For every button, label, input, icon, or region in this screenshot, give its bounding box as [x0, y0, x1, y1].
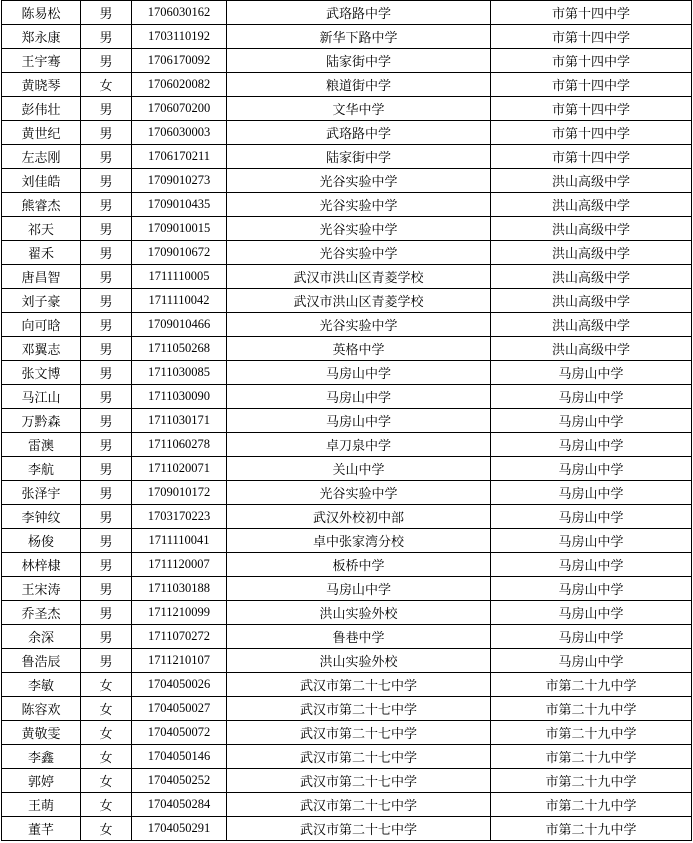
student-name-cell: 杨俊	[2, 529, 81, 553]
junior-school-cell: 武汉市洪山区青菱学校	[227, 265, 491, 289]
gender-cell: 男	[81, 481, 132, 505]
gender-cell: 男	[81, 385, 132, 409]
student-name-cell: 李钟纹	[2, 505, 81, 529]
gender-cell: 男	[81, 1, 132, 25]
student-name-cell: 万黔森	[2, 409, 81, 433]
gender-cell: 男	[81, 169, 132, 193]
table-row	[2, 217, 692, 241]
junior-school-cell: 武汉市第二十七中学	[227, 697, 491, 721]
student-id-cell: 1711070272	[132, 625, 227, 649]
gender-cell: 男	[81, 241, 132, 265]
admitted-school-cell: 马房山中学	[491, 481, 692, 505]
junior-school-cell: 马房山中学	[227, 577, 491, 601]
gender-cell: 男	[81, 193, 132, 217]
table-row	[2, 601, 692, 625]
junior-school-cell: 武汉市第二十七中学	[227, 793, 491, 817]
student-id-cell: 1704050026	[132, 673, 227, 697]
student-id-cell: 1704050146	[132, 745, 227, 769]
gender-cell: 女	[81, 793, 132, 817]
student-name-cell: 翟禾	[2, 241, 81, 265]
student-name-cell: 鲁浩辰	[2, 649, 81, 673]
admitted-school-cell: 马房山中学	[491, 625, 692, 649]
table-row	[2, 625, 692, 649]
student-name-cell: 张泽宇	[2, 481, 81, 505]
admitted-school-cell: 洪山高级中学	[491, 289, 692, 313]
junior-school-cell: 光谷实验中学	[227, 241, 491, 265]
student-name-cell: 黄世纪	[2, 121, 81, 145]
gender-cell: 女	[81, 769, 132, 793]
junior-school-cell: 陆家街中学	[227, 49, 491, 73]
junior-school-cell: 光谷实验中学	[227, 313, 491, 337]
student-id-cell: 1704050291	[132, 817, 227, 841]
student-id-cell: 1709010672	[132, 241, 227, 265]
student-id-cell: 1704050284	[132, 793, 227, 817]
admitted-school-cell: 市第十四中学	[491, 97, 692, 121]
admitted-school-cell: 洪山高级中学	[491, 265, 692, 289]
student-name-cell: 余深	[2, 625, 81, 649]
junior-school-cell: 武汉外校初中部	[227, 505, 491, 529]
student-id-cell: 1706170211	[132, 145, 227, 169]
table-row	[2, 505, 692, 529]
student-id-cell: 1709010273	[132, 169, 227, 193]
junior-school-cell: 马房山中学	[227, 385, 491, 409]
admitted-school-cell: 马房山中学	[491, 409, 692, 433]
student-id-cell: 1711030090	[132, 385, 227, 409]
junior-school-cell: 武汉市洪山区青菱学校	[227, 289, 491, 313]
junior-school-cell: 卓刀泉中学	[227, 433, 491, 457]
table-row	[2, 121, 692, 145]
admitted-school-cell: 市第二十九中学	[491, 769, 692, 793]
gender-cell: 女	[81, 697, 132, 721]
student-id-cell: 1709010466	[132, 313, 227, 337]
gender-cell: 男	[81, 145, 132, 169]
student-name-cell: 张文博	[2, 361, 81, 385]
junior-school-cell: 关山中学	[227, 457, 491, 481]
student-id-cell: 1709010435	[132, 193, 227, 217]
student-id-cell: 1711030188	[132, 577, 227, 601]
junior-school-cell: 鲁巷中学	[227, 625, 491, 649]
student-id-cell: 1706030003	[132, 121, 227, 145]
student-id-cell: 1709010015	[132, 217, 227, 241]
gender-cell: 男	[81, 553, 132, 577]
student-name-cell: 李敏	[2, 673, 81, 697]
admitted-school-cell: 市第二十九中学	[491, 817, 692, 841]
junior-school-cell: 洪山实验外校	[227, 649, 491, 673]
student-name-cell: 郭婷	[2, 769, 81, 793]
admitted-school-cell: 洪山高级中学	[491, 193, 692, 217]
junior-school-cell: 洪山实验外校	[227, 601, 491, 625]
student-name-cell: 陈容欢	[2, 697, 81, 721]
table-row	[2, 793, 692, 817]
junior-school-cell: 武珞路中学	[227, 121, 491, 145]
student-name-cell: 陈易松	[2, 1, 81, 25]
student-id-cell: 1706020082	[132, 73, 227, 97]
student-id-cell: 1704050252	[132, 769, 227, 793]
table-row	[2, 481, 692, 505]
table-row	[2, 193, 692, 217]
table-row	[2, 529, 692, 553]
admitted-school-cell: 市第十四中学	[491, 1, 692, 25]
junior-school-cell: 光谷实验中学	[227, 217, 491, 241]
student-name-cell: 左志刚	[2, 145, 81, 169]
admitted-school-cell: 市第二十九中学	[491, 697, 692, 721]
gender-cell: 男	[81, 217, 132, 241]
admitted-school-cell: 马房山中学	[491, 649, 692, 673]
junior-school-cell: 马房山中学	[227, 361, 491, 385]
admitted-school-cell: 马房山中学	[491, 529, 692, 553]
gender-cell: 男	[81, 265, 132, 289]
admitted-school-cell: 市第十四中学	[491, 121, 692, 145]
table-row	[2, 817, 692, 841]
student-name-cell: 祁天	[2, 217, 81, 241]
student-name-cell: 王萌	[2, 793, 81, 817]
student-id-cell: 1711110005	[132, 265, 227, 289]
admitted-school-cell: 洪山高级中学	[491, 337, 692, 361]
admitted-school-cell: 洪山高级中学	[491, 241, 692, 265]
junior-school-cell: 粮道街中学	[227, 73, 491, 97]
gender-cell: 男	[81, 25, 132, 49]
junior-school-cell: 光谷实验中学	[227, 481, 491, 505]
student-id-cell: 1711060278	[132, 433, 227, 457]
table-row	[2, 433, 692, 457]
junior-school-cell: 光谷实验中学	[227, 193, 491, 217]
student-name-cell: 林梓棣	[2, 553, 81, 577]
student-id-cell: 1704050027	[132, 697, 227, 721]
junior-school-cell: 新华下路中学	[227, 25, 491, 49]
table-row	[2, 337, 692, 361]
gender-cell: 男	[81, 577, 132, 601]
table-row	[2, 1, 692, 25]
table-row	[2, 649, 692, 673]
gender-cell: 女	[81, 73, 132, 97]
junior-school-cell: 光谷实验中学	[227, 169, 491, 193]
student-id-cell: 1703170223	[132, 505, 227, 529]
student-id-cell: 1706070200	[132, 97, 227, 121]
admitted-school-cell: 市第二十九中学	[491, 745, 692, 769]
table-row	[2, 697, 692, 721]
table-row	[2, 97, 692, 121]
admitted-school-cell: 马房山中学	[491, 577, 692, 601]
table-row	[2, 289, 692, 313]
admitted-school-cell: 马房山中学	[491, 361, 692, 385]
admitted-school-cell: 马房山中学	[491, 433, 692, 457]
junior-school-cell: 武汉市第二十七中学	[227, 769, 491, 793]
admitted-school-cell: 马房山中学	[491, 505, 692, 529]
gender-cell: 女	[81, 817, 132, 841]
student-id-cell: 1711110042	[132, 289, 227, 313]
table-row	[2, 145, 692, 169]
student-id-cell: 1711110041	[132, 529, 227, 553]
student-name-cell: 雷澳	[2, 433, 81, 457]
gender-cell: 男	[81, 289, 132, 313]
gender-cell: 女	[81, 721, 132, 745]
gender-cell: 男	[81, 409, 132, 433]
gender-cell: 男	[81, 121, 132, 145]
student-id-cell: 1711030171	[132, 409, 227, 433]
student-name-cell: 彭伟壮	[2, 97, 81, 121]
student-name-cell: 黄晓琴	[2, 73, 81, 97]
student-name-cell: 唐昌智	[2, 265, 81, 289]
student-name-cell: 李鑫	[2, 745, 81, 769]
admitted-school-cell: 洪山高级中学	[491, 217, 692, 241]
junior-school-cell: 英格中学	[227, 337, 491, 361]
gender-cell: 男	[81, 601, 132, 625]
admitted-school-cell: 市第十四中学	[491, 49, 692, 73]
junior-school-cell: 板桥中学	[227, 553, 491, 577]
table-row	[2, 409, 692, 433]
junior-school-cell: 武汉市第二十七中学	[227, 745, 491, 769]
table-row	[2, 241, 692, 265]
admitted-school-cell: 洪山高级中学	[491, 169, 692, 193]
table-row	[2, 265, 692, 289]
student-id-cell: 1711120007	[132, 553, 227, 577]
admitted-school-cell: 市第十四中学	[491, 73, 692, 97]
table-row	[2, 385, 692, 409]
gender-cell: 男	[81, 361, 132, 385]
gender-cell: 男	[81, 529, 132, 553]
junior-school-cell: 文华中学	[227, 97, 491, 121]
admitted-school-cell: 市第二十九中学	[491, 673, 692, 697]
student-id-cell: 1711210099	[132, 601, 227, 625]
student-name-cell: 李航	[2, 457, 81, 481]
gender-cell: 女	[81, 745, 132, 769]
student-name-cell: 马江山	[2, 385, 81, 409]
admitted-school-cell: 市第十四中学	[491, 145, 692, 169]
gender-cell: 男	[81, 649, 132, 673]
table-row	[2, 721, 692, 745]
admitted-school-cell: 市第十四中学	[491, 25, 692, 49]
student-id-cell: 1711050268	[132, 337, 227, 361]
student-name-cell: 黄敬雯	[2, 721, 81, 745]
student-id-cell: 1711020071	[132, 457, 227, 481]
student-name-cell: 董芊	[2, 817, 81, 841]
student-name-cell: 乔圣杰	[2, 601, 81, 625]
student-id-cell: 1709010172	[132, 481, 227, 505]
admitted-school-cell: 市第二十九中学	[491, 793, 692, 817]
admitted-school-cell: 马房山中学	[491, 385, 692, 409]
table-row	[2, 169, 692, 193]
table-row	[2, 457, 692, 481]
student-id-cell: 1711210107	[132, 649, 227, 673]
table-row	[2, 769, 692, 793]
junior-school-cell: 陆家街中学	[227, 145, 491, 169]
gender-cell: 男	[81, 49, 132, 73]
student-name-cell: 刘子豪	[2, 289, 81, 313]
gender-cell: 男	[81, 625, 132, 649]
gender-cell: 男	[81, 313, 132, 337]
table-row	[2, 577, 692, 601]
admitted-school-cell: 洪山高级中学	[491, 313, 692, 337]
table-row	[2, 361, 692, 385]
student-name-cell: 王宋涛	[2, 577, 81, 601]
admitted-school-cell: 马房山中学	[491, 457, 692, 481]
student-id-cell: 1703110192	[132, 25, 227, 49]
admitted-school-cell: 马房山中学	[491, 601, 692, 625]
student-name-cell: 向可晗	[2, 313, 81, 337]
junior-school-cell: 武汉市第二十七中学	[227, 721, 491, 745]
admitted-school-cell: 市第二十九中学	[491, 721, 692, 745]
student-name-cell: 邓翼志	[2, 337, 81, 361]
gender-cell: 男	[81, 97, 132, 121]
student-name-cell: 王宇骞	[2, 49, 81, 73]
table-row	[2, 313, 692, 337]
table-row	[2, 25, 692, 49]
student-name-cell: 刘佳皓	[2, 169, 81, 193]
junior-school-cell: 武汉市第二十七中学	[227, 673, 491, 697]
junior-school-cell: 武汉市第二十七中学	[227, 817, 491, 841]
student-id-cell: 1706030162	[132, 1, 227, 25]
gender-cell: 男	[81, 505, 132, 529]
student-name-cell: 熊睿杰	[2, 193, 81, 217]
table-row	[2, 553, 692, 577]
table-row	[2, 745, 692, 769]
table-body	[2, 1, 692, 841]
junior-school-cell: 武珞路中学	[227, 1, 491, 25]
gender-cell: 男	[81, 457, 132, 481]
admitted-school-cell: 马房山中学	[491, 553, 692, 577]
admission-table	[1, 0, 692, 841]
table-row	[2, 73, 692, 97]
table-row	[2, 673, 692, 697]
student-name-cell: 郑永康	[2, 25, 81, 49]
student-id-cell: 1706170092	[132, 49, 227, 73]
junior-school-cell: 卓中张家湾分校	[227, 529, 491, 553]
table-row	[2, 49, 692, 73]
gender-cell: 女	[81, 673, 132, 697]
junior-school-cell: 马房山中学	[227, 409, 491, 433]
student-id-cell: 1711030085	[132, 361, 227, 385]
gender-cell: 男	[81, 337, 132, 361]
student-id-cell: 1704050072	[132, 721, 227, 745]
gender-cell: 男	[81, 433, 132, 457]
